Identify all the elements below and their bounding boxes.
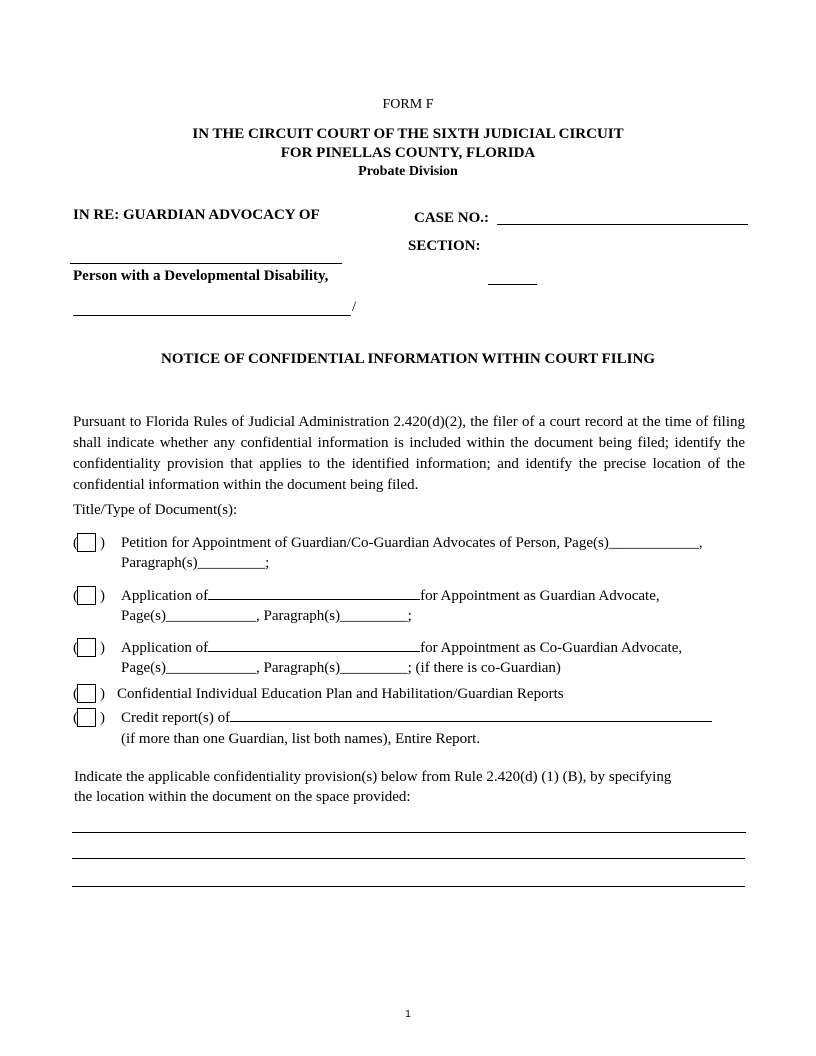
doc-type-label: Title/Type of Document(s): — [73, 502, 238, 518]
paren-right: ) — [100, 686, 105, 702]
iep-checkbox[interactable] — [73, 683, 105, 705]
court-title-line2: FOR PINELLAS COUNTY, FLORIDA — [280, 145, 536, 161]
credit-report-prefix: Credit report(s) of — [121, 710, 231, 726]
applicant-name-field[interactable] — [208, 586, 420, 600]
court-title-line1: IN THE CIRCUIT COURT OF THE SIXTH JUDICIAL CIRCUIT — [192, 126, 624, 142]
person-label: Person with a Developmental Disability, — [73, 268, 329, 284]
page-number: 1 — [405, 1009, 411, 1020]
petition-checkbox[interactable] — [73, 532, 105, 554]
paren-left: ( — [73, 640, 78, 656]
app-coguardian-suffix: for Appointment as Co-Guardian Advocate, — [420, 640, 683, 656]
intro-paragraph: Pursuant to Florida Rules of Judicial Administration 2.420(d)(2), the filer of a court record at the time of filing shall indicate whether any confidential information is included within the document being filed; identify the confidentiality provision that applies to the identified information; and identify the precise location of the confidential information within the document being filed. — [73, 414, 745, 493]
provision-paragraph-line2: the location within the document on the space provided: — [74, 789, 411, 805]
app-coguardian-prefix: Application of — [121, 640, 209, 656]
division-label: Probate Division — [358, 164, 458, 179]
credit-report-checkbox[interactable] — [73, 707, 105, 729]
document-title: NOTICE OF CONFIDENTIAL INFORMATION WITHIN COURT FILING — [161, 351, 655, 367]
app-guardian-suffix: for Appointment as Guardian Advocate, — [420, 588, 660, 604]
app-guardian-line2: Page(s)____________, Paragraph(s)_________; — [121, 608, 412, 624]
petition-line1: Petition for Appointment of Guardian/Co-Guardian Advocates of Person, Page(s)____________, — [121, 535, 703, 551]
paren-right: ) — [100, 535, 105, 551]
app-coguardian-line2: Page(s)____________, Paragraph(s)_________; (if there is co-Guardian) — [121, 660, 561, 676]
paren-left: ( — [73, 588, 78, 604]
app-coguardian-line1 — [121, 638, 682, 659]
case-no-field[interactable] — [497, 224, 748, 225]
app-guardian-line1 — [121, 586, 660, 607]
credit-report-line1 — [121, 708, 712, 729]
provision-answer-line-2[interactable] — [72, 858, 745, 859]
paren-right: ) — [100, 588, 105, 604]
petition-line2: Paragraph(s)_________; — [121, 555, 270, 571]
app-guardian-checkbox[interactable] — [73, 585, 105, 607]
in-re-label: IN RE: GUARDIAN ADVOCACY OF — [73, 207, 320, 223]
form-label: FORM F — [382, 97, 434, 112]
paren-left: ( — [73, 710, 78, 726]
app-guardian-prefix: Application of — [121, 588, 209, 604]
iep-line: Confidential Individual Education Plan and Habilitation/Guardian Reports — [117, 686, 564, 702]
provision-paragraph-line1: Indicate the applicable confidentiality provision(s) below from Rule 2.420(d) (1) (B), by specifying — [74, 769, 672, 785]
co-applicant-name-field[interactable] — [208, 638, 420, 652]
caption-closing-line — [73, 315, 351, 316]
provision-answer-line-3[interactable] — [72, 886, 745, 887]
credit-report-line2: (if more than one Guardian, list both names), Entire Report. — [121, 731, 481, 747]
section-field[interactable] — [488, 284, 537, 285]
credit-report-name-field[interactable] — [230, 708, 712, 722]
paren-left: ( — [73, 535, 78, 551]
case-no-label: CASE NO.: — [414, 210, 490, 226]
paren-right: ) — [100, 640, 105, 656]
app-coguardian-checkbox[interactable] — [73, 637, 105, 659]
caption-slash: / — [352, 299, 357, 315]
paren-right: ) — [100, 710, 105, 726]
paren-left: ( — [73, 686, 78, 702]
ward-name-field[interactable] — [70, 263, 342, 264]
section-label: SECTION: — [408, 238, 481, 254]
provision-answer-line-1[interactable] — [72, 832, 746, 833]
